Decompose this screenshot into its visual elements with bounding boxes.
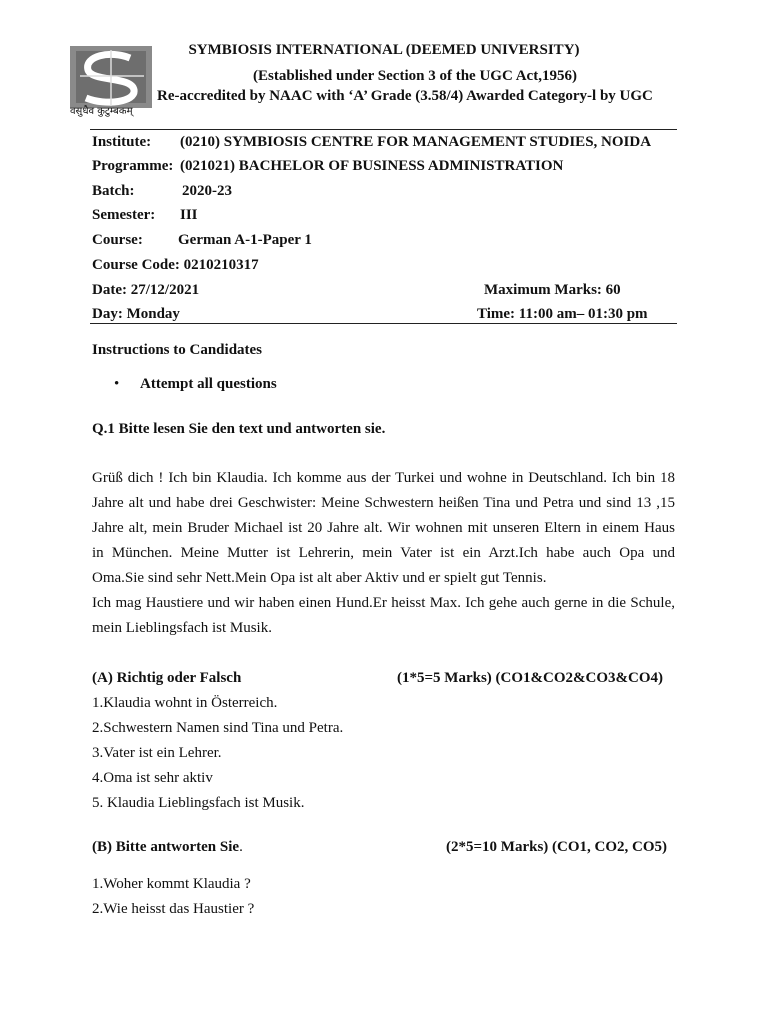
instructions-heading: Instructions to Candidates [92,342,263,358]
header-divider [90,129,677,130]
batch-value: 2020-23 [182,183,232,199]
section-a-title: (A) Richtig oder Falsch [92,670,242,686]
info-divider [90,323,677,324]
course-value: German A-1-Paper 1 [178,232,312,248]
section-a-item: 5. Klaudia Lieblingsfach ist Musik. [92,795,305,811]
semester-row [92,207,198,224]
course-code: Course Code: 0210210317 [92,257,259,273]
maximum-marks: Maximum Marks: 60 [484,282,621,298]
passage-line: Ich mag Haustiere und wir haben einen Hund.Er heisst Max. Ich gehe auch gerne in die Schule, [92,595,675,611]
passage-line: in München. Meine Mutter ist Lehrerin, mein Vater ist ein Arzt.Ich habe auch Opa und [92,545,675,561]
exam-day: Day: Monday [92,306,180,322]
question-1-heading: Q.1 Bitte lesen Sie den text und antworten sie. [92,421,386,437]
accreditation-line: Re-accredited by NAAC with ‘A’ Grade (3.58/4) Awarded Category-l by UGC [157,88,653,104]
university-name: SYMBIOSIS INTERNATIONAL (DEEMED UNIVERSITY) [188,42,580,58]
institute-label: Institute: [92,134,152,150]
section-a-marks: (1*5=5 Marks) (CO1&CO2&CO3&CO4) [397,670,664,686]
exam-date: Date: 27/12/2021 [92,282,200,298]
instruction-item: Attempt all questions [140,376,277,392]
batch-label: Batch: [92,183,135,199]
section-a-item: 3.Vater ist ein Lehrer. [92,745,222,761]
section-b-marks: (2*5=10 Marks) (CO1, CO2, CO5) [446,839,668,855]
section-b-title-suffix: . [239,839,243,855]
bullet-icon: • [114,376,120,392]
programme-row [92,158,564,175]
establishment-text: (Established under Section 3 of the UGC Act,1956) [253,68,577,84]
semester-value: III [180,207,198,223]
programme-value: (021021) BACHELOR OF BUSINESS ADMINISTRATION [180,158,564,174]
institute-value: (0210) SYMBIOSIS CENTRE FOR MANAGEMENT STUDIES, NOIDA [180,134,652,150]
logo-motto: वसुधैव कुटुम्बकम् [70,106,133,117]
section-a-item: 2.Schwestern Namen sind Tina und Petra. [92,720,344,736]
programme-label: Programme: [92,158,174,174]
passage-line: Oma.Sie sind sehr Nett.Mein Opa ist alt aber Aktiv und er spielt gut Tennis. [92,570,547,586]
semester-label: Semester: [92,207,156,223]
passage-line: Jahre alt und habe drei Geschwister: Meine Schwestern heißen Tina und Petra und sind 13 ,15 [92,495,675,511]
institute-row [92,134,652,151]
section-b-item: 2.Wie heisst das Haustier ? [92,901,255,917]
section-b-title-text: (B) Bitte antworten Sie [92,839,240,855]
section-b-title [92,839,243,856]
section-b-item: 1.Woher kommt Klaudia ? [92,876,251,892]
section-a-item: 4.Oma ist sehr aktiv [92,770,213,786]
passage-line: mein Lieblingsfach ist Musik. [92,620,272,636]
passage-line: Grüß dich ! Ich bin Klaudia. Ich komme aus der Turkei und wohne in Deutschland. Ich bin 18 [92,470,675,486]
batch-row [92,183,232,200]
passage-line: Jahre alt, mein Bruder Michael ist 20 Jahre alt. Wir wohnen mit unseren Eltern in einem Haus [92,520,675,536]
exam-time: Time: 11:00 am– 01:30 pm [477,306,648,322]
course-row [92,232,312,249]
section-a-item: 1.Klaudia wohnt in Österreich. [92,695,278,711]
course-label: Course: [92,232,143,248]
establishment-line [0,68,768,85]
